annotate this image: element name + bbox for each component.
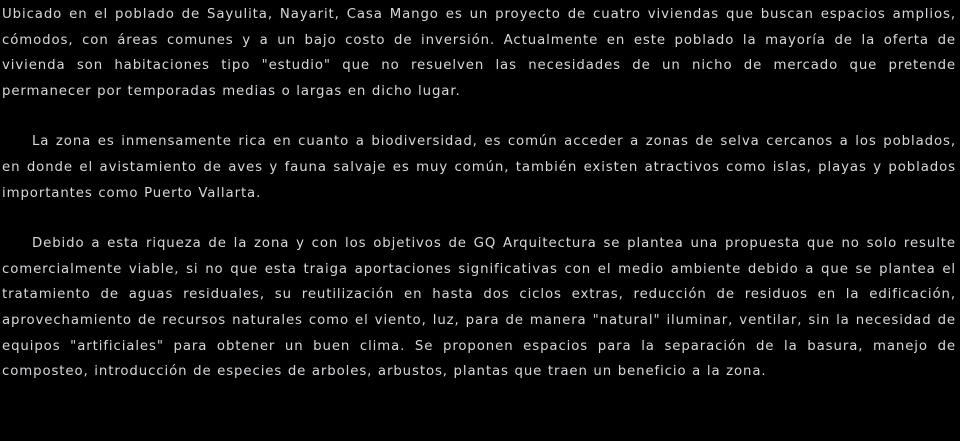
paragraph-zona-biodiversidad (2, 129, 956, 206)
paragraph-intro (2, 0, 956, 104)
paragraph-zona-biodiversidad-text: La zona es inmensamente rica en cuanto a biodiversidad, es común acceder a zonas de selva cercanos a los poblados, en donde el avistamiento de aves y fauna salvaje es muy común, también existen atractivos como islas, playas y poblados importantes como Puerto Vallarta. (2, 134, 956, 201)
paragraph-intro-text: Ubicado en el poblado de Sayulita, Nayarit, Casa Mango es un proyecto de cuatro viviendas que buscan espacios amplios, cómodos, con áreas comunes y a un bajo costo de inversión. Actualmente en este poblado la mayoría de la oferta de vivienda son habitaciones tipo "estudio" que no resuelven las necesidades de un nicho de mercado que pretende permanecer por temporadas medias o largas en dicho lugar. (2, 7, 956, 99)
paragraph-propuesta-gq (2, 231, 956, 385)
paragraph-propuesta-gq-text: Debido a esta riqueza de la zona y con los objetivos de GQ Arquitectura se plantea una propuesta que no solo resulte comercialmente viable, si no que esta traiga aportaciones significativas con el medio ambiente debido a que se plantea el tratamiento de aguas residuales, su reutilización en hasta dos ciclos extras, reducción de residuos en la edificación, aprovechamiento de recursos naturales como el viento, luz, para de manera "natural" iluminar, ventilar, sin la necesidad de equipos "artificiales" para obtener un buen clima. Se proponen espacios para la separación de la basura, manejo de composteo, introducción de especies de arboles, arbustos, plantas que traen un beneficio a la zona. (2, 236, 956, 380)
